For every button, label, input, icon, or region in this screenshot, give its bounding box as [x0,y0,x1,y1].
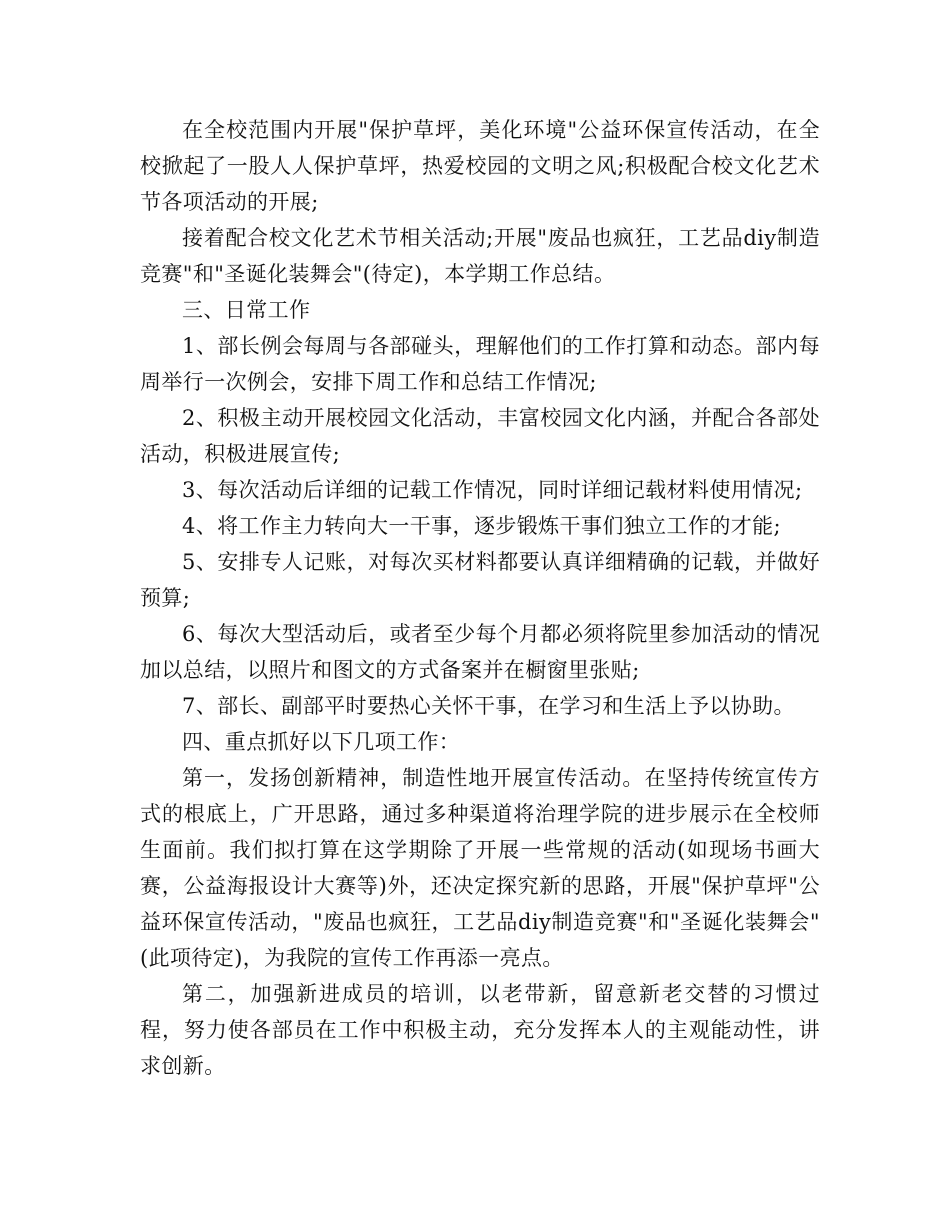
list-item-6: 6、每次大型活动后，或者至少每个月都必须将院里参加活动的情况加以总结，以照片和图文的方式备案并在橱窗里张贴; [140,622,820,682]
paragraph-1: 在全校范围内开展"保护草坪，美化环境"公益环保宣传活动，在全校掀起了一股人人保护草坪，热爱校园的文明之风;积极配合校文化艺术节各项活动的开展; [140,118,820,214]
list-item-2: 2、积极主动开展校园文化活动，丰富校园文化内涵，并配合各部处活动，积极进展宣传; [140,406,820,466]
section-heading-key-work: 四、重点抓好以下几项工作： [182,730,461,754]
section-heading-daily-work: 三、日常工作 [182,298,311,322]
list-item-4: 4、将工作主力转向大一干事，逐步锻炼干事们独立工作的才能; [182,514,782,538]
list-item-7: 7、部长、副部平时要热心关怀干事，在学习和生活上予以协助。 [182,694,795,718]
list-item-1: 1、部长例会每周与各部碰头，理解他们的工作打算和动态。部内每周举行一次例会，安排下周工作和总结工作情况; [140,334,820,394]
paragraph-second-point: 第二，加强新进成员的培训，以老带新，留意新老交替的习惯过程，努力使各部员在工作中积极主动，充分发挥本人的主观能动性，讲求创新。 [140,982,820,1078]
paragraph-2: 接着配合校文化艺术节相关活动;开展"废品也疯狂，工艺品diy制造竞赛"和"圣诞化装舞会"(待定)，本学期工作总结。 [140,226,820,286]
document-body [140,112,820,1084]
list-item-3: 3、每次活动后详细的记载工作情况，同时详细记载材料使用情况; [182,478,803,502]
list-item-5: 5、安排专人记账，对每次买材料都要认真详细精确的记载，并做好预算; [140,550,820,610]
paragraph-first-point: 第一，发扬创新精神，制造性地开展宣传活动。在坚持传统宣传方式的根底上，广开思路，通过多种渠道将治理学院的进步展示在全校师生面前。我们拟打算在这学期除了开展一些常规的活动(如现场书画大赛，公益海报设计大赛等)外，还决定探究新的思路，开展"保护草坪"公益环保宣传活动，"废品也疯狂，工艺品diy制造竞赛"和"圣诞化装舞会"(此项待定)，为我院的宣传工作再添一亮点。 [140,766,820,970]
